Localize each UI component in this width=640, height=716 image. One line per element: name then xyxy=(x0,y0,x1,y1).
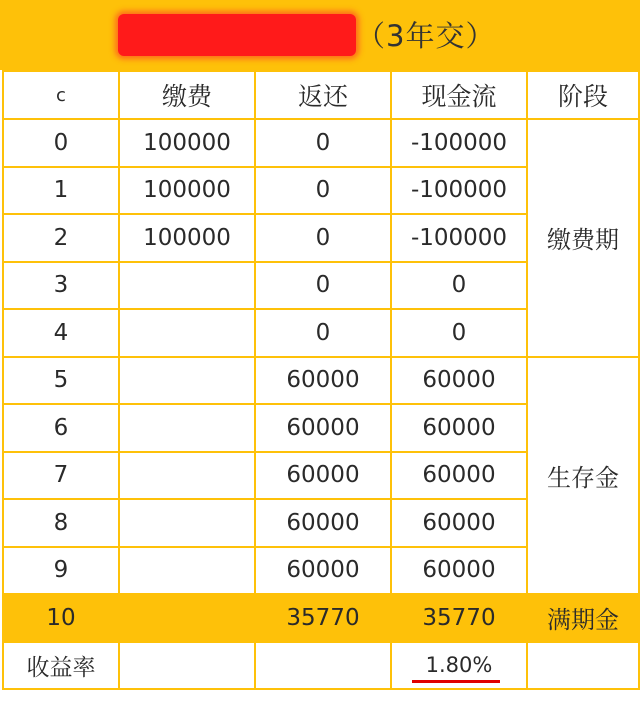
cell-c: 4 xyxy=(3,309,119,357)
cell-cashflow: 60000 xyxy=(391,547,527,595)
cell-return: 60000 xyxy=(255,547,391,595)
cell-return: 0 xyxy=(255,309,391,357)
cell-return: 60000 xyxy=(255,404,391,452)
title-bar xyxy=(0,0,640,70)
rate-row xyxy=(3,642,639,690)
header-cashflow: 现金流 xyxy=(391,71,527,119)
rate-empty-cell xyxy=(255,642,391,690)
stage-payment-period: 缴费期 xyxy=(527,119,639,357)
cell-return: 0 xyxy=(255,262,391,310)
cell-c: 1 xyxy=(3,167,119,215)
cell-cashflow: 60000 xyxy=(391,357,527,405)
cell-cashflow: 60000 xyxy=(391,404,527,452)
cell-c: 2 xyxy=(3,214,119,262)
cell-payment xyxy=(119,357,255,405)
cell-cashflow: -100000 xyxy=(391,119,527,167)
cell-payment xyxy=(119,404,255,452)
cell-return: 60000 xyxy=(255,499,391,547)
header-row xyxy=(3,71,639,119)
rate-value: 1.80% xyxy=(425,653,493,678)
rate-value-cell xyxy=(391,642,527,690)
table-row xyxy=(3,357,639,405)
cell-payment xyxy=(119,594,255,642)
cell-cashflow: 35770 xyxy=(391,594,527,642)
header-stage: 阶段 xyxy=(527,71,639,119)
cell-payment xyxy=(119,452,255,500)
redacted-product-name xyxy=(118,14,356,56)
rate-label: 收益率 xyxy=(3,642,119,690)
cell-payment xyxy=(119,547,255,595)
header-payment: 缴费 xyxy=(119,71,255,119)
cell-cashflow: -100000 xyxy=(391,167,527,215)
cell-return: 0 xyxy=(255,167,391,215)
stage-survival-benefit: 生存金 xyxy=(527,357,639,595)
cell-c: 7 xyxy=(3,452,119,500)
cell-c: 0 xyxy=(3,119,119,167)
cell-payment: 100000 xyxy=(119,214,255,262)
cell-return: 0 xyxy=(255,119,391,167)
cell-c: 5 xyxy=(3,357,119,405)
cell-payment: 100000 xyxy=(119,119,255,167)
cell-return: 0 xyxy=(255,214,391,262)
cell-cashflow: 60000 xyxy=(391,452,527,500)
cell-c: 6 xyxy=(3,404,119,452)
cell-c: 10 xyxy=(3,594,119,642)
cell-cashflow: 0 xyxy=(391,309,527,357)
title-payment-term: （3年交） xyxy=(356,19,496,53)
rate-empty-cell xyxy=(527,642,639,690)
cell-payment xyxy=(119,262,255,310)
cell-c: 9 xyxy=(3,547,119,595)
cell-return: 60000 xyxy=(255,452,391,500)
cell-payment xyxy=(119,309,255,357)
cell-cashflow: 60000 xyxy=(391,499,527,547)
maturity-row xyxy=(3,594,639,642)
header-return: 返还 xyxy=(255,71,391,119)
header-c: c xyxy=(3,71,119,119)
cell-return: 60000 xyxy=(255,357,391,405)
cashflow-table xyxy=(2,70,640,690)
cell-payment: 100000 xyxy=(119,167,255,215)
cell-c: 8 xyxy=(3,499,119,547)
cell-cashflow: 0 xyxy=(391,262,527,310)
cell-payment xyxy=(119,499,255,547)
cell-return: 35770 xyxy=(255,594,391,642)
cell-c: 3 xyxy=(3,262,119,310)
cell-cashflow: -100000 xyxy=(391,214,527,262)
rate-empty-cell xyxy=(119,642,255,690)
table-row xyxy=(3,119,639,167)
stage-maturity-benefit: 满期金 xyxy=(527,594,639,642)
